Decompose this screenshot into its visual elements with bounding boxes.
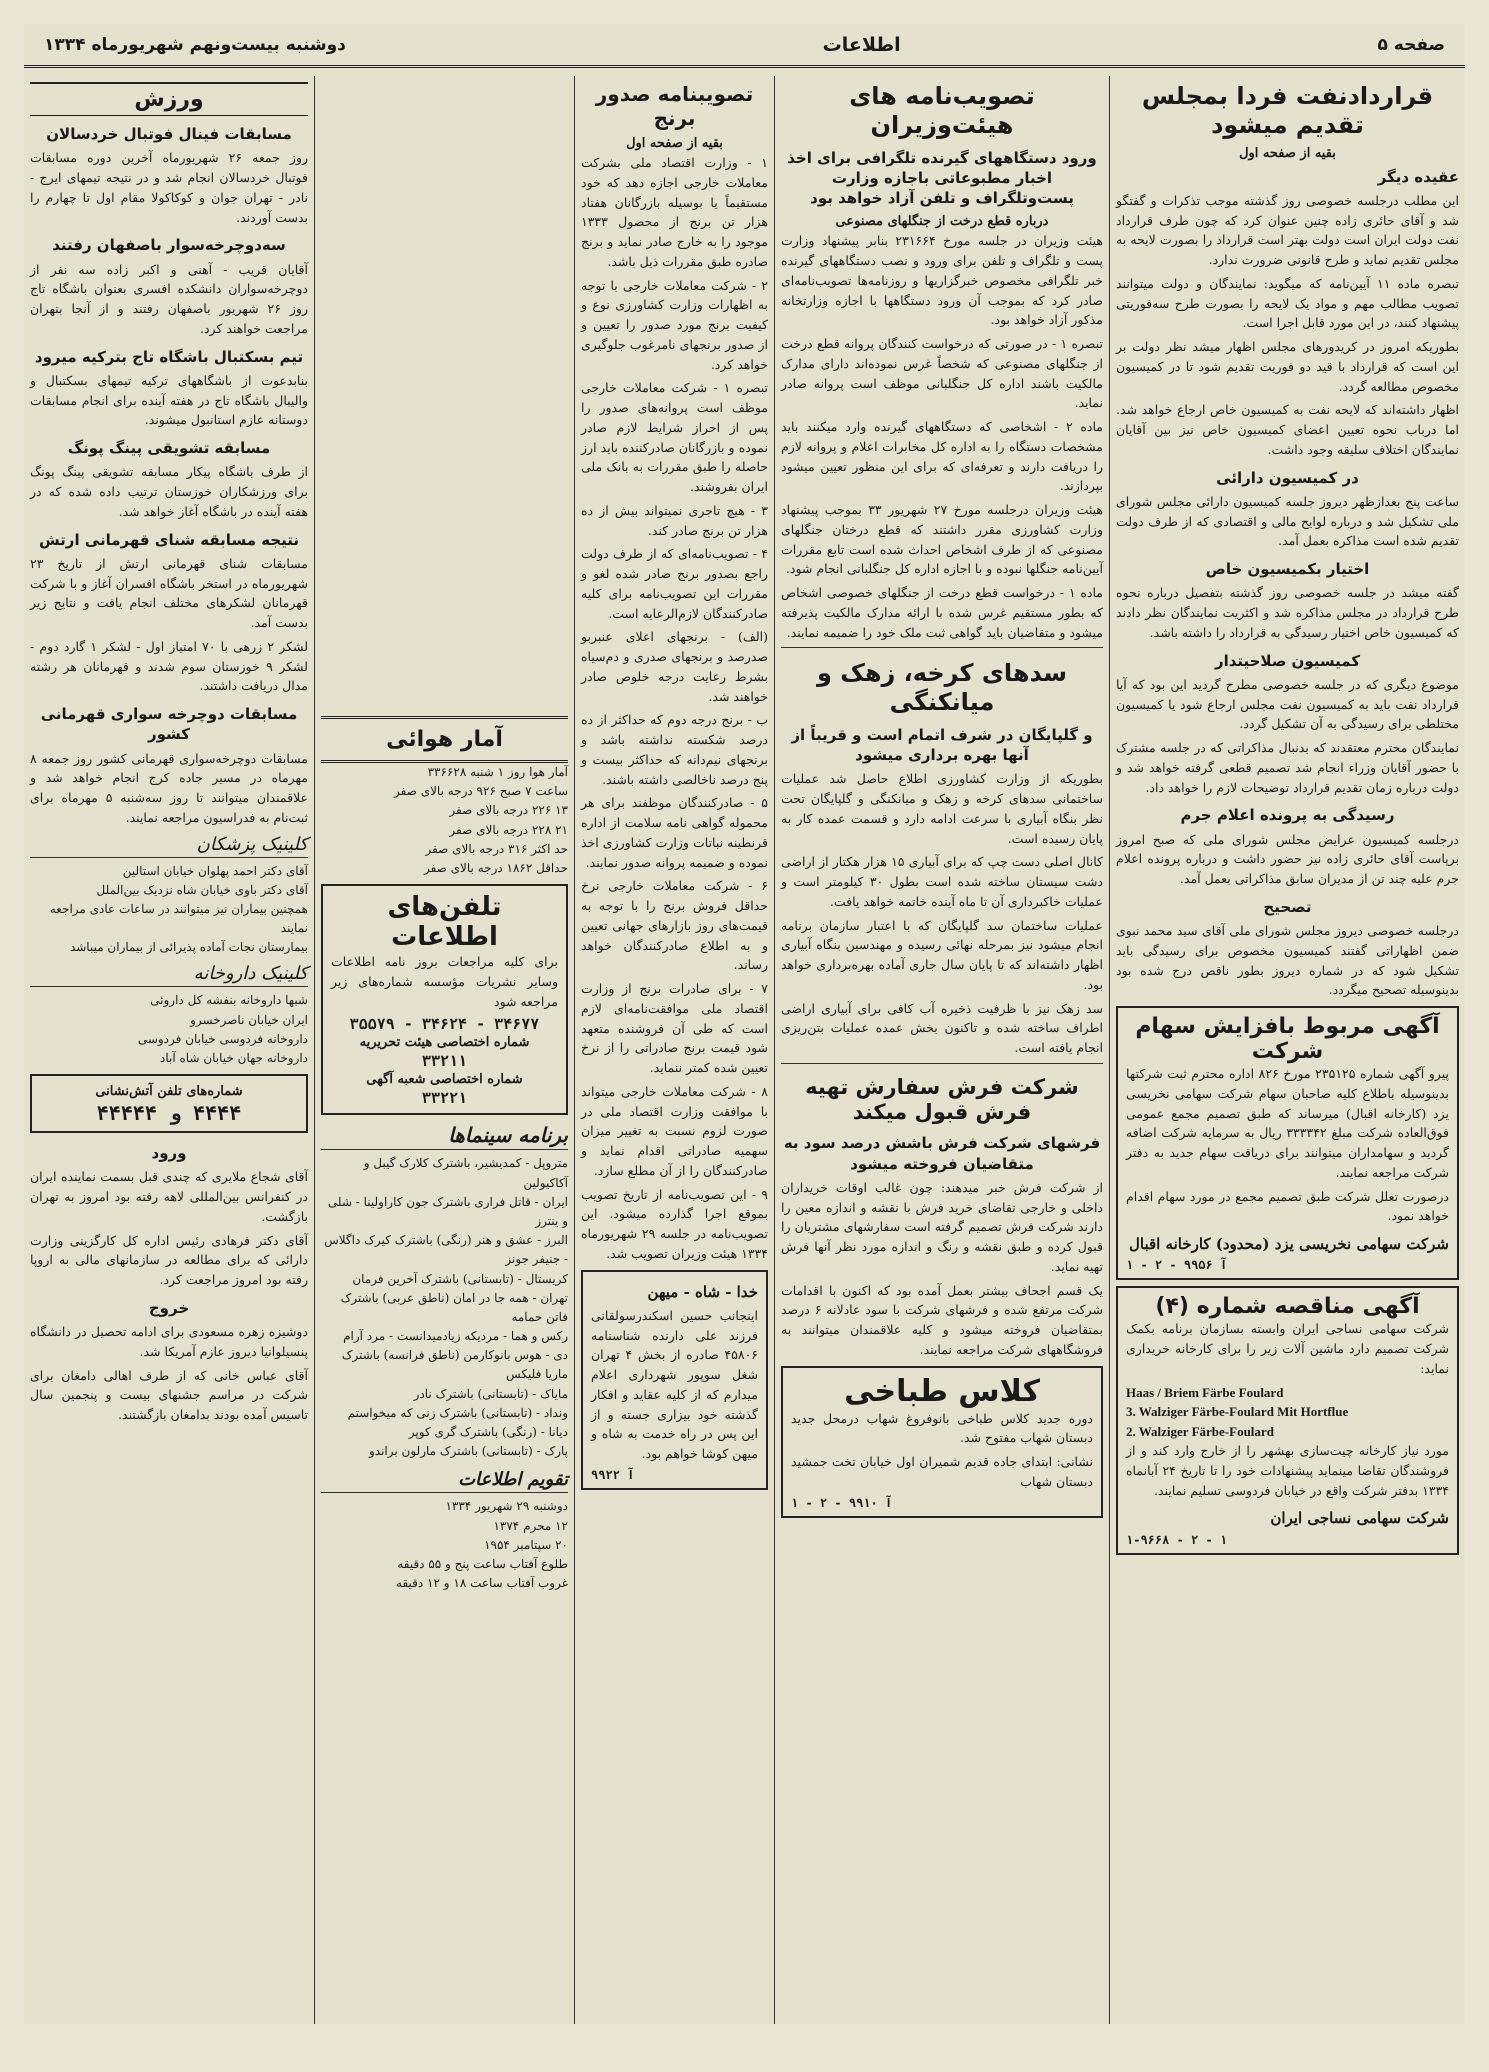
cinema-item: مایاک - (تابستانی) باشترک نادر: [413, 1386, 568, 1401]
sports-section-title: ورزش: [30, 82, 308, 116]
doctor-item: همچنین بیماران نیز میتوانند در ساعات عادی مراجعه نمایند: [49, 901, 308, 936]
cooking-class-ad: [781, 1366, 1103, 1518]
newspaper-page: [24, 24, 1465, 2024]
pharmacy-list: [30, 991, 308, 1068]
rice-paragraph: ب - برنج درجه دوم که حداکثر از ده درصد شکسته نداشته باشد و برنجهای نیم‌دانه که حداکثر بیست و پنج درصد ناخالصی داشته باشند.: [581, 712, 768, 787]
tender-ad-body: مورد نیاز کارخانه چیت‌سازی بهشهر را از خارج وارد کند و از فروشندگان تقاضا مینماید پیشنهادات خود را تا تاریخ ۲۴ آبانماه ۱۳۳۴ بدفتر شرکت واقع در خیابان فردوسی تسلیم نمایند.: [1126, 1443, 1449, 1498]
sports-column: [24, 76, 314, 2024]
cinema-item: ایران - قاتل فراری باشترک جون کاراولینا - شلی و ینترز: [327, 1194, 568, 1228]
tender-item: 2. Walziger Färbe-Foulard: [1126, 1423, 1274, 1439]
cinema-item: ونداد - (تابستانی) باشترک زنی که میخواستم: [347, 1405, 568, 1420]
continued-label: بقیه از صفحه اول: [1239, 145, 1336, 161]
info-column: [315, 76, 574, 2024]
cooking-ad-body: دوره جدید کلاس طباخی بانوفروغ شهاب درمحل جدید دبستان شهاب مفتوح شد.: [791, 1410, 1093, 1446]
cabinet-headline: تصویب‌نامه های هیئت‌وزیران: [849, 82, 1035, 139]
phones-box: [321, 884, 568, 1115]
tender-item: 3. Walziger Färbe-Foulard Mit Hortflue: [1126, 1404, 1349, 1420]
cabinet-paragraph: تبصره ۱ - در صورتی که درخواست کنندگان پروانه قطع درخت از جنگلهای مصنوعی که شخصاً غرس نموده‌اند دارای مدارک مالکیت باشند اداره کل جنگلبانی موظف است پروانه صادر نماید.: [781, 336, 1103, 411]
phones-title: تلفن‌های اطلاعات: [387, 892, 502, 953]
pharmacy-item: داروخانه جهان خیابان شاه آباد: [160, 1051, 308, 1065]
rice-paragraph: ۴ - تصویب‌نامه‌ای که از طرف دولت راجع بصدور برنج صادر شده لغو و مقررات این تصویب‌نامه برای کلیه صادرکنندگان لازم‌الرعایه است.: [581, 546, 768, 621]
phones-subtitle: شماره اختصاصی هیئت تحریریه: [359, 1035, 530, 1051]
calendar-row: ۱۲ محرم ۱۳۷۴: [493, 1518, 568, 1533]
divider: [781, 1063, 1103, 1064]
cinema-item: پارک - (تابستانی) باشترک مارلون براندو: [369, 1444, 568, 1459]
cinema-item: البرز - عشق و هنر (رنگی) باشترک کیرک داگلاس - جنیفر جونز: [324, 1233, 568, 1267]
oil-paragraph: بطوریکه امروز در کریدورهای مجلس اظهار میشد نظر دولت بر این است که قرارداد با قید دو فوریت تقدیم شود تا در کمیسیون مخصوص مطالعه گردد.: [1116, 339, 1459, 394]
weather-list: [321, 763, 568, 878]
oil-paragraph: اظهار داشته‌اند که لایحه نفت به کمیسیون خاص ارجاع خواهد شد. اما درباب نحوه تعیین اعضای کمیسیون خاص نیز بین آقایان نمایندگان اختلاف سلیقه وجود داشت.: [1116, 402, 1459, 457]
cinema-item: دی - هوس بانوکارمن (ناطق فرانسه) باشترک ماریا فلیکس: [341, 1348, 568, 1382]
sports-headline: سه‌دوچرخه‌سوار باصفهان رفتند: [52, 236, 286, 255]
issue-date: دوشنبه بیست‌ونهم شهریورماه ۱۳۳۴: [44, 34, 346, 55]
weather-row: ۲۱ ۲۲۸ درجه بالای صفر: [449, 822, 568, 837]
renunciation-notice: [581, 1270, 768, 1490]
arrivals-paragraph: آقای شجاع ملایری که چندی قبل بسمت نماینده ایران در کنفرانس بین‌المللی لاهه رفته بود امروز به تهران بازگشت.: [30, 1169, 308, 1224]
cinema-item: دیانا - (رنگی) باشترک گری کوپر: [408, 1425, 568, 1439]
cinema-item: کریستال - (تابستانی) باشترک آخرین فرمان: [352, 1271, 568, 1286]
cooking-ad-title: کلاس طباخی: [844, 1373, 1040, 1409]
sports-paragraph: مسابقات شنای قهرمانی ارتش از تاریخ ۲۳ شهریورماه در استخر باشگاه افسران آغاز و با شرکت قهرمانان لشکرهای مختلف انجام یافت و نتایج زیر بدست آمد.: [30, 555, 308, 630]
phone-numbers: ۳۳۲۱۱: [421, 1052, 468, 1071]
phones-body: برای کلیه مراجعات بروز نامه اطلاعات وسایر نشریات مؤسسه شماره‌های زیر مراجعه شود: [331, 954, 558, 1009]
cinema-item: تهران - همه جا در امان (ناطق عربی) باشترک فاتن حمامه: [340, 1290, 568, 1324]
oil-paragraph: نمایندگان محترم معتقدند که بدنبال مذاکراتی که در جلسه مشترک با حضور آقایان وزراء انجام شد تصمیم قطعی گرفته خواهد شد و دولت درباره زمان تقدیم قرارداد توضیحات لازم را خواهد داد.: [1116, 740, 1459, 795]
doctors-logo: کلینیک پزشکان: [30, 832, 308, 858]
calendar-list: [321, 1497, 568, 1593]
ad-code: آ ۹۹۱۰ - ۲ - ۱: [791, 1495, 893, 1510]
pharmacy-item: شبها داروخانه بنفشه کل داروئی: [150, 993, 308, 1008]
oil-paragraph: تبصره ماده ۱۱ آیین‌نامه که میگوید: نمایندگان و دولت میتوانند تصویب مطالب مهم و مواد یک لایحه را بصورت طرح سه‌فوریتی پیشنهاد کنند، در این مورد قابل اجرا است.: [1116, 275, 1459, 331]
cabinet-paragraph: هیئت وزیران در جلسه مورخ ۲۳۱۶۶۴ بنابر پیشنهاد وزارت پست و تلگراف و تلفن برای ورود و نصب دستگاههای گیرنده خبر تلگرافی مخصوص خبرگزاریها و روزنامه‌ها تصویب‌نامه‌ای صادر کرد که بموجب آن ورود دستگاهها با اجازه وزارتخانه مذکور آزاد خواهد بود.: [781, 233, 1103, 328]
oil-subhead-correction: تصحیح: [1263, 897, 1312, 916]
cinema-list: [321, 1154, 568, 1461]
ad-code: آ ۹۹۲۲: [591, 1467, 635, 1482]
oil-paragraph: ساعت پنج بعدازظهر دیروز جلسه کمیسیون دارائی مجلس شورای ملی تشکیل شد و درباره لوایح مالی و اقتصادی که از طرف دولت تقدیم شده است مذاکره بعمل آمد.: [1116, 493, 1459, 549]
fire-phones-box: [30, 1074, 308, 1133]
cinema-item: رکس و هما - مردیکه زیادمیدانست - مرد آرام: [343, 1329, 568, 1344]
sports-paragraph: آقایان قریب - آهنی و اکبر زاده سه نفر از دوچرخه‌سواران دانشکده افسری بعنوان باشگاه تاج روز ۲۶ شهریور باصفهان رفتند و از آنجا بتهران مراجعت خواهند کرد.: [30, 261, 308, 336]
doctor-item: بیمارستان نجات آماده پذیرائی از بیماران میباشد: [69, 940, 308, 955]
oil-subhead-finance: در کمیسیون دارائی: [1216, 468, 1359, 487]
weather-row: حداقل ۱۸۶۲ درجه بالای صفر: [423, 860, 568, 875]
continued-label: بقیه از صفحه اول: [626, 136, 723, 151]
rice-column: [575, 76, 774, 2024]
share-ad-body: درصورت تعلل شرکت طبق تصمیم مجمع در مورد سهام اقدام خواهد نمود.: [1126, 1188, 1449, 1224]
weather-row: ساعت ۷ صبح ۹۲۶ درجه بالای صفر: [394, 784, 568, 799]
sports-headline: تیم بسکتبال باشگاه تاج بترکیه میرود: [34, 347, 304, 366]
cooking-ad-address: نشانی: ابتدای جاده قدیم شمیران اول خیابان تخت جمشید دبستان شهاب: [791, 1454, 1093, 1489]
cabinet-column: [775, 76, 1109, 2024]
rice-paragraph: ۷ - برای صادرات برنج از وزارت اقتصاد ملی موافقت‌نامه‌ای لازم است که طی آن فروشنده متعهد شود قیمت برنج صادراتی را از نرخ تعیین شده کمتر ننماید.: [581, 981, 768, 1075]
dams-paragraph: بطوریکه از وزارت کشاورزی اطلاع حاصل شد عملیات ساختمانی سدهای کرخه و زهک و میانکنگی و گلپایگان تحت نظر بنگاه آبیاری با سرعت ادامه دارد و قسمت عمده کار به پایان رسیده است.: [781, 771, 1103, 846]
fire-numbers: ۴۴۴۴ و ۴۴۴۴۴: [96, 1101, 242, 1126]
dams-paragraph: سد زهک نیز با ظرفیت ذخیره آب کافی برای آبیاری اراضی اطراف ساخته شده و تاکنون بخش عمده عملیات بتن‌ریزی انجام یافته است.: [781, 1000, 1103, 1056]
phone-numbers: ۳۴۶۷۷ - ۳۴۶۲۴ - ۳۵۵۷۹: [349, 1015, 540, 1034]
sports-paragraph: بنابدعوت از باشگاههای ترکیه تیمهای بسکتبال و والیبال باشگاه تاج در هفته آینده برای انجام مسابقات دوستانه عازم استانبول میشوند.: [30, 372, 308, 428]
sports-paragraph: لشکر ۲ زرهی با ۷۰ امتیاز اول - لشکر ۱ گارد دوم - لشکر ۹ خوزستان سوم شدند و قهرمانان هر رشته مدال دریافت داشتند.: [30, 638, 309, 694]
share-ad-signature: شرکت سهامی نخریسی یزد (محدود) کارخانه اقبال: [1128, 1235, 1449, 1254]
divider: [781, 647, 1103, 648]
pharmacy-logo: کلینیک داروخانه: [30, 961, 308, 987]
rice-paragraph: ۸ - شرکت معاملات خارجی میتواند با موافقت وزارت اقتصاد ملی در صورت لزوم نسبت به تغییر میزان سهمیه صادراتی اقدام نماید و صادرکنندگان را از آن مطلع سازد.: [581, 1083, 768, 1178]
departure-paragraph: دوشیزه زهره مسعودی برای ادامه تحصیل در دانشگاه پنسیلوانیا دیروز عازم آمریکا شد.: [30, 1324, 308, 1359]
carpet-subhead: فرشهای شرکت فرش باشش درصد سود به متقاضیان فروخته میشود: [783, 1134, 1101, 1173]
departure-heading: خروج: [148, 1298, 190, 1317]
dams-headline: سدهای کرخه، زهک و میانکنگی: [817, 659, 1067, 717]
doctors-list: [30, 862, 308, 958]
departure-paragraph: آقای عباس خانی که از طرف اهالی دامغان برای شرکت در مراسم جشنهای بیست و پنجمین سال تاسیس آمده بودند بدامغان بازگشتند.: [30, 1367, 308, 1423]
cabinet-kicker: درباره قطع درخت از جنگلهای مصنوعی: [835, 214, 1049, 230]
weather-row: آمار هوا روز ۱ شنبه ۳۳۶۶۲۸: [427, 765, 568, 779]
sports-headline: مسابقات فینال فوتبال خردسالان: [46, 125, 292, 143]
carpet-headline: شرکت فرش سفارش تهیه فرش قبول میکند: [805, 1074, 1079, 1125]
ad-code: آ ۹۹۵۶ - ۲ - ۱: [1126, 1258, 1228, 1273]
share-ad-body: پیرو آگهی شماره ۲۳۵۱۲۵ مورخ ۸۲۶ اداره محترم ثبت شرکتها بدینوسیله باطلاع کلیه صاحبان سهام شرکت سهامی نخریسی یزد (کارخانه اقبال) میرساند که طبق تصمیم مجمع عمومی فوق‌العاده شرکت مبلغ ۳۳۳۳۴۲ ریال به سرمایه شرکت اضافه گردید و سهامداران میتوانند برای دریافت سهام جدید به دفتر شرکت مراجعه نمایند.: [1126, 1066, 1449, 1180]
weather-row: حد اکثر ۳۱۶ درجه بالای صفر: [425, 841, 568, 856]
rice-paragraph: ۹ - این تصویب‌نامه از تاریخ تصویب بموقع اجرا گذارده میشود. این تصویب‌نامه در جلسه ۲۹ شهریورماه ۱۳۳۴ هیئت وزیران تصویب شد.: [581, 1186, 768, 1261]
cabinet-subhead: ورود دستگاههای گیرنده تلگرافی برای اخذ اخبار مطبوعاتی باجازه وزارت پست‌وتلگراف و تلفن آزاد خواهد بود: [787, 148, 1097, 208]
sports-headline: مسابقات دوچرخه سواری قهرمانی کشور: [40, 705, 298, 744]
oil-subhead-competent: کمیسیون صلاحیتدار: [1214, 651, 1361, 670]
oil-subhead-special: اختیار بکمیسیون خاص: [1205, 560, 1370, 579]
rice-paragraph: (الف) - برنجهای اعلای عنبربو صدرصد و برنجهای صدری و دم‌سیاه بشرط رعایت درجه خلوص صادر خواهند شد.: [581, 629, 768, 704]
sports-paragraph: از طرف باشگاه پیکار مسابقه تشویقی پینگ پونگ برای ورزشکاران خوزستان ترتیب داده شده که در هفته آینده در باشگاه آغاز خواهد شد.: [30, 464, 308, 519]
oil-paragraph: این مطلب درجلسه خصوصی روز گذشته موجب تذکرات و گفتگو شد و آقای حائری زاده چنین عنوان کرد که چون طرف قرارداد نفت دولت ایران است دولت بهتر است قرارداد را بصورت لایحه به مجلس تقدیم نماید و طرح قانونی ضرورت ندارد.: [1116, 192, 1459, 268]
carpet-paragraph: از شرکت فرش خبر میدهند: چون غالب اوقات خریداران داخلی و خارجی تقاضای خرید فرش با نقشه و اندازه معین را دارند شرکت فرش تصمیم گرفته است سفارشهای مشتریان را قبول کرده و طبق نقشه و رنگ و اندازه مورد نظر آنها فرش تهیه نماید.: [781, 1179, 1103, 1274]
sports-paragraph: روز جمعه ۲۶ شهریورماه آخرین دوره مسابقات فوتبال خردسالان انجام شد و در نتیجه تیمهای ایرج - نادر - تهران جوان و کوکاکولا مقام اول تا چهارم را بدست آوردند.: [30, 150, 308, 225]
rice-paragraph: ۲ - شرکت معاملات خارجی با توجه به اظهارات وزارت کشاورزی نوع و کیفیت برنج مورد صدور را تعیین و از صدور برنجهای نامرغوب جلوگیری خواهد کرد.: [581, 277, 768, 372]
tender-ad: [1116, 1286, 1459, 1554]
rice-paragraph: ۶ - شرکت معاملات خارجی نرخ حداقل فروش برنج را با توجه به قیمت‌های روز بازارهای جهانی تعیین و به اطلاع صادرکنندگان خواهد رساند.: [581, 878, 768, 973]
page-number: صفحه ۵: [1377, 34, 1445, 55]
carpet-paragraph: یک قسم اجحاف بیشتر بعمل آمده بود که اکنون با اقدامات شرکت مرتفع شده و فرشهای شرکت با سود عادلانه ۶ درصد بمتقاضیان فروخته میشود و کلیه علاقمندان میتوانند به فروشگاههای شرکت مراجعه نمایند.: [781, 1282, 1103, 1357]
pharmacy-item: ایران خیابان ناصرخسرو: [190, 1012, 308, 1027]
oil-paragraph: گفته میشد در جلسه خصوصی روز گذشته بتفصیل درباره نحوه طرح قرارداد در مجلس مذاکره شد و اکثریت نمایندگان نظر دادند که کمیسیون خاص اختیار رسیدگی به قرارداد را داشته باشد.: [1116, 585, 1459, 640]
rice-paragraph: ۵ - صادرکنندگان موظفند برای هر محموله گواهی نامه سلامت از اداره قرنطینه نباتات وزارت کشاورزی اخذ نموده و ضمیمه پروانه صدور نمایند.: [581, 795, 768, 870]
cabinet-paragraph: ماده ۱ - درخواست قطع درخت از جنگلهای خصوصی اشخاص که بطور مستقیم غرس شده با ارائه مدارک مالکیت پذیرفته میشود و متقاضیان باید گواهی ثبت ملک خود را ضمیمه نمایند.: [781, 585, 1104, 640]
masthead: [24, 24, 1465, 68]
cinema-item: متروپل - کمدیشیر، باشترک کلارک گیبل و آکاکیولین: [363, 1156, 568, 1190]
paper-name: اطلاعات: [822, 33, 901, 56]
arrivals-heading: ورود: [151, 1144, 187, 1163]
phone-numbers: ۳۳۲۲۱: [421, 1089, 468, 1108]
calendar-logo: تقویم اطلاعات: [321, 1467, 568, 1493]
cabinet-paragraph: ماده ۲ - اشخاصی که دستگاههای گیرنده وارد میکنند باید مشخصات دستگاه را به اداره کل مخابرات اعلام و پروانه لازم را دریافت دارند و تعرفه‌ای که برای این منظور تعیین میشود بپردازند.: [781, 419, 1103, 494]
sports-headline: نتیجه مسابقه شنای قهرمانی ارتش: [38, 530, 300, 549]
fire-label: شماره‌های تلفن آتش‌نشانی: [95, 1084, 243, 1100]
oil-paragraph: درجلسه خصوصی دیروز مجلس شورای ملی آقای سید محمد نبوی ضمن اظهاراتی گفتند کمیسیون مخصوص برای رسیدگی باید تشکیل شود که در شماره دیروز بطور ناقص درج شده بود بدینوسیله تصحیح میگردد.: [1116, 923, 1459, 998]
share-ad-title: آگهی مربوط بافزایش سهام شرکت: [1135, 1014, 1440, 1065]
share-increase-ad: [1116, 1006, 1459, 1280]
arrivals-paragraph: آقای دکتر فرهادی رئیس اداره کل کارگزینی وزارت دارائی که برای مطالعه در سازمانهای مالی به اروپا رفته بود امروز مراجعت کرد.: [30, 1232, 308, 1288]
oil-subhead-opinion: عقیده دیگر: [1377, 167, 1459, 186]
calendar-row: غروب آفتاب ساعت ۱۸ و ۱۲ دقیقه: [396, 1576, 568, 1591]
cabinet-paragraph: هیئت وزیران درجلسه مورخ ۲۷ شهریور ۳۳ بموجب پیشنهاد وزارت کشاورزی مقرر داشتند که قطع درختان جنگلهای مصنوعی که از طرف اشخاص احداث شده است تابع مقررات آیین‌نامه جنگلها نبوده و با اجازه اداره کل جنگلبانی انجام شود.: [781, 502, 1103, 577]
sports-paragraph: مسابقات دوچرخه‌سواری قهرمانی کشور روز جمعه ۸ مهرماه در مسیر جاده کرج انجام خواهد شد و علاقمندان میتوانند تا روز سه‌شنبه ۵ مهرماه برای ثبت‌نام به فدراسیون مراجعه نمایند.: [30, 750, 308, 825]
calendar-row: ۲۰ سپتامبر ۱۹۵۴: [484, 1537, 568, 1552]
dams-paragraph: کانال اصلی دست چپ که برای آبیاری ۱۵ هزار هکتار از اراضی دشت سیستان ساخته شده است بطول ۳۰ کیلومتر است و عملیات خاکبرداری آن تا ماه آینده خاتمه خواهد یافت.: [781, 854, 1104, 909]
notice-title: خدا - شاه - میهن: [647, 1282, 758, 1301]
rice-paragraph: ۱ - وزارت اقتصاد ملی بشرکت معاملات خارجی اجازه دهد که خود مستقیماً یا بوسیله بازرگانان هفتاد هزار تن برنج از محصول ۱۳۳۳ موجود را به خارج صادر نماید و برنج صادره طبق مقررات ذیل باشد.: [581, 155, 768, 269]
weather-row: ۱۳ ۲۲۶ درجه بالای صفر: [449, 803, 568, 818]
rice-paragraph: ۳ - هیچ تاجری نمیتواند بیش از ده هزار تن برنج صادر کند.: [581, 502, 768, 538]
pharmacy-item: داروخانه فردوسی خیابان فردوسی: [137, 1031, 308, 1046]
tender-signature: شرکت سهامی نساجی ایران: [1270, 1509, 1449, 1528]
calendar-row: طلوع آفتاب ساعت پنج و ۵۵ دقیقه: [397, 1556, 568, 1571]
rice-headline: تصویبنامه صدور برنج: [595, 82, 754, 130]
oil-headline: قراردادنفت فردا بمجلس تقدیم میشود: [1141, 82, 1434, 139]
dams-subhead: و گلپایگان در شرف اتمام است و قریباً از آنها بهره برداری میشود: [791, 725, 1093, 765]
weather-title: آمار هوائی: [321, 716, 568, 763]
calendar-row: دوشنبه ۲۹ شهریور ۱۳۳۴: [445, 1499, 568, 1514]
spacer: [321, 76, 568, 716]
oil-paragraph: درجلسه کمیسیون عرایض مجلس شورای ملی که صبح امروز برپاست آقای حائری زاده نیز حضور داشت و درباره پرونده اعلام جرم علیه چند تن از مدیران سابق مذاکراتی بعمل آمد.: [1116, 831, 1459, 887]
oil-column: [1110, 76, 1465, 2024]
notice-body: اینجانب حسین اسکندرسولقانی فرزند علی دارنده شناسنامه ۴۵۸۰۶ صادره از بخش ۴ تهران شغل سوپور شهرداری اعلام میدارم که از کلیه عقاید و افکار گذشته خود بیزاری جسته و از این پس در راه خدمت به شاه و میهن کوشا خواهم بود.: [591, 1307, 759, 1461]
rice-paragraph: تبصره ۱ - شرکت معاملات خارجی موظف است پروانه‌های صدور را پس از احراز شرایط لازم صادر نموده و بازرگانان صادرکننده باید ارز حاصله را طبق مقررات به بانک ملی ایران بفروشند.: [581, 380, 768, 494]
tender-item: Haas / Briem Färbe Foulard: [1126, 1384, 1284, 1400]
tender-ad-title: آگهی مناقصه شماره (۴): [1155, 1294, 1420, 1320]
sports-headline: مسابقه تشویقی پینگ پونگ: [67, 439, 271, 457]
phones-subtitle: شماره اختصاصی شعبه آگهی: [366, 1072, 523, 1088]
dams-paragraph: عملیات ساختمان سد گلپایگان که با اعتبار سازمان برنامه انجام میشود نیز بمرحله نهائی رسیده و مهندسین بنگاه آبیاری اظهار داشته‌اند که تا پایان سال جاری آماده بهره‌برداری خواهد بود.: [781, 917, 1103, 992]
oil-subhead-crime: رسیدگی به پرونده اعلام جرم: [1180, 806, 1395, 825]
oil-paragraph: موضوع دیگری که در جلسه خصوصی مطرح گردید این بود که آیا قرارداد نفت باید به کمیسیون نفت مجلس ارجاع شود یا کمیسیون مختلطی برای رسیدگی به آن تشکیل گردد.: [1116, 676, 1459, 732]
doctor-item: آقای دکتر احمد پهلوان خیابان استالین: [122, 863, 308, 878]
ad-code: ۱-۹۶۶۸ - ۲ - ۱: [1126, 1532, 1228, 1547]
cinema-logo: برنامه سینماها: [321, 1121, 568, 1150]
doctor-item: آقای دکتر باوی خیابان شاه نزدیک بین‌الملل: [96, 882, 308, 897]
tender-ad-body: شرکت سهامی نساجی ایران وابسته بسازمان برنامه بکمک شرکت تصمیم دارد ماشین آلات زیر را برای کارخانه خریداری نماید:: [1126, 1321, 1449, 1376]
